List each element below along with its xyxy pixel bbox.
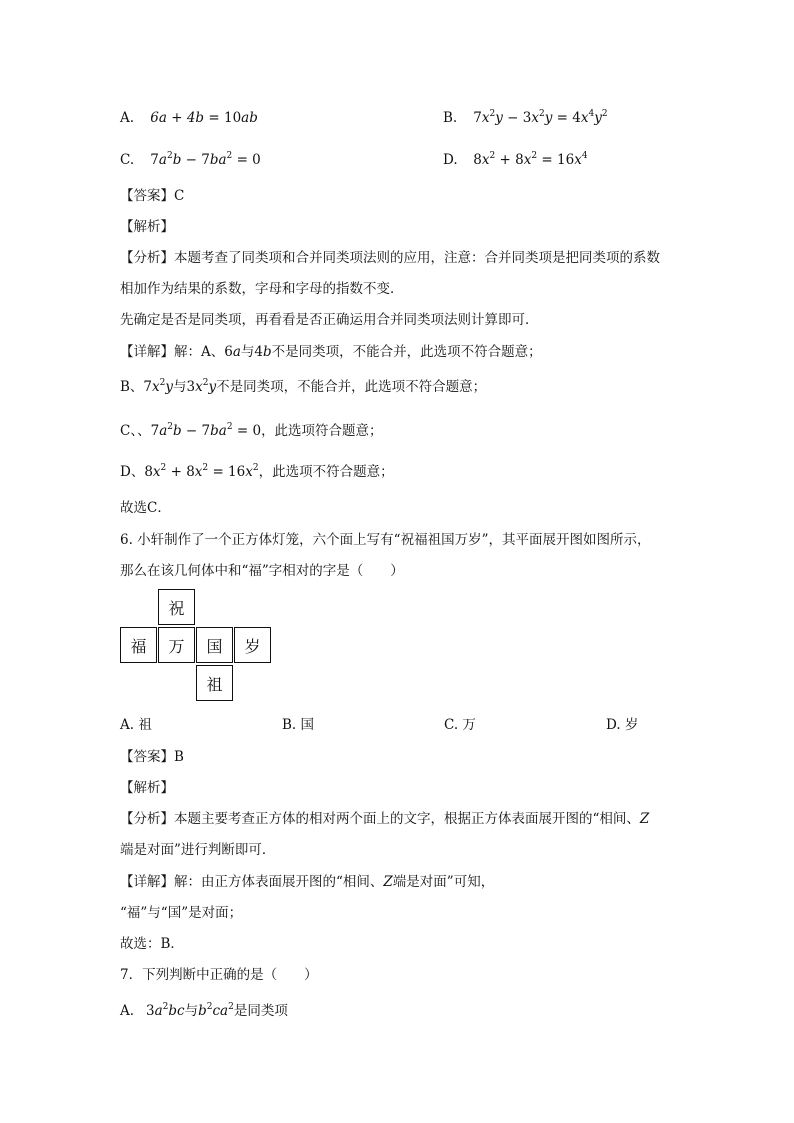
math-expression: $8x^2 + 8x^2 = 16x^2$ xyxy=(144,463,259,480)
q6-conclusion: 故选：B． xyxy=(120,936,184,952)
analysis-text: 【分析】本题主要考查正方体的相对两个面上的文字，根据正方体表面展开图的“相间、 xyxy=(120,811,640,827)
net-cell-row-2: 国 xyxy=(196,627,233,663)
q5-detail-a xyxy=(120,343,542,361)
detail-text: 【详解】解：由正方体表面展开图的“相间、 xyxy=(120,874,384,890)
detail-mid: 与 xyxy=(240,344,255,360)
option-label: D. xyxy=(443,152,458,168)
q6-option-d[interactable]: D. 岁 xyxy=(606,717,639,733)
option-mid: 与 xyxy=(184,1003,199,1019)
q6-detail-2: “福”与“国”是对面； xyxy=(120,905,243,921)
math-expression: $b^2ca^2$ xyxy=(198,1002,234,1019)
q5-option-d[interactable] xyxy=(443,151,588,169)
q5-analysis-1: 【分析】本题考查了同类项和合并同类项法则的应用，注意：合并同类项是把同类项的系数 xyxy=(120,250,660,266)
q5-conclusion: 故选C． xyxy=(120,500,171,516)
q6-option-c[interactable]: C. 万 xyxy=(444,717,476,733)
math-expression: $8x^2 + 8x^2 = 16x^4$ xyxy=(473,151,588,168)
detail-suffix: 不是同类项，不能合并，此选项不符合题意； xyxy=(271,344,542,360)
net-cell-row-1: 万 xyxy=(158,627,195,663)
math-letter: Z xyxy=(639,811,650,827)
q7-stem: 7．下列判断中正确的是（ ） xyxy=(120,967,318,983)
q6-option-b[interactable]: B. 国 xyxy=(282,717,315,733)
cube-net-figure xyxy=(120,589,275,704)
detail-mid: 与 xyxy=(173,379,187,395)
detail-suffix: ，此选项不符合题意； xyxy=(258,464,394,480)
q6-analysis-2: 端是对面”进行判断即可． xyxy=(120,842,276,858)
option-label: A. xyxy=(120,1003,135,1019)
net-cell-row-3: 岁 xyxy=(234,627,271,663)
q5-answer: 【答案】C xyxy=(120,188,185,204)
detail-suffix: ，此选项符合题意； xyxy=(261,423,383,439)
q5-analysis-3: 先确定是否是同类项，再看看是否正确运用合并同类项法则计算即可． xyxy=(120,312,539,328)
detail-prefix: B、 xyxy=(120,379,144,395)
math-expression: 6a + 4b = 10ab xyxy=(150,110,258,126)
q6-analysis-1 xyxy=(120,810,649,828)
math-expression: $7x^2y$ xyxy=(143,378,174,395)
option-label: B. xyxy=(443,110,458,126)
math-expression: $7a^2b - 7ba^2 = 0$ xyxy=(150,151,261,168)
detail-prefix: C、、 xyxy=(120,423,151,439)
net-cell-row-0: 福 xyxy=(120,627,157,663)
option-label: C. xyxy=(120,152,135,168)
q5-option-c[interactable] xyxy=(120,151,261,169)
q6-answer: 【答案】B xyxy=(120,749,184,765)
option-label: A. xyxy=(120,110,135,126)
math-expression: $3x^2y$ xyxy=(186,378,217,395)
detail-prefix: D、 xyxy=(120,464,145,480)
net-cell-bottom: 祖 xyxy=(196,665,233,701)
math-expression: $7a^2b - 7ba^2 = 0$ xyxy=(150,422,262,439)
q6-detail-1 xyxy=(120,873,494,891)
math-expression: 4b xyxy=(254,344,272,360)
detail-suffix: 不是同类项，不能合并，此选项不符合题意； xyxy=(216,379,487,395)
q6-option-a[interactable]: A. 祖 xyxy=(120,717,152,733)
q5-option-b[interactable] xyxy=(443,109,608,127)
q6-stem-1: 6. 小轩制作了一个正方体灯笼，六个面上写有“祝福祖国万岁”，其平面展开图如图所示， xyxy=(120,532,651,548)
math-expression: $7x^2y - 3x^2y = 4x^4y^2$ xyxy=(473,109,608,126)
net-cell-top: 祝 xyxy=(158,589,195,625)
q6-jiexi: 【解析】 xyxy=(120,780,174,796)
q7-option-a[interactable] xyxy=(120,1002,288,1020)
detail-text: 端是对面”可知， xyxy=(392,874,495,890)
q5-option-a[interactable] xyxy=(120,109,258,127)
q5-detail-d xyxy=(120,463,394,481)
q5-jiexi: 【解析】 xyxy=(120,219,174,235)
q6-stem-2: 那么在该几何体中和“福”字相对的字是（ ） xyxy=(120,563,404,579)
q5-detail-b xyxy=(120,378,486,396)
q5-detail-c xyxy=(120,422,383,440)
math-expression: 6a xyxy=(224,344,241,360)
q5-analysis-2: 相加作为结果的系数，字母和字母的指数不变． xyxy=(120,281,404,297)
math-expression: $3a^2bc$ xyxy=(146,1002,185,1019)
option-suffix: 是同类项 xyxy=(233,1003,288,1019)
math-letter: Z xyxy=(383,874,393,890)
detail-prefix: 【详解】解：A、 xyxy=(120,344,225,360)
